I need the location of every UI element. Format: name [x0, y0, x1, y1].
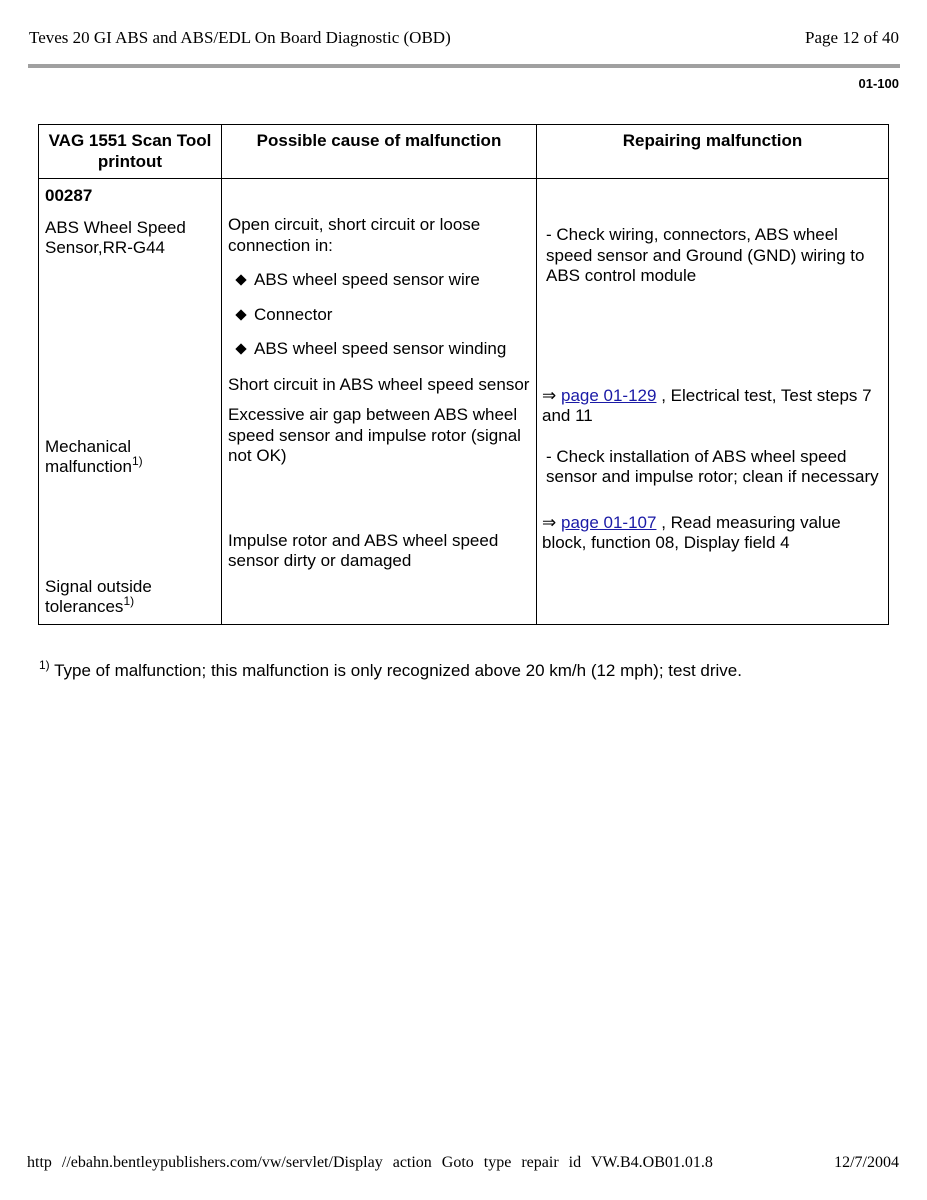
- repair-text: - Check installation of ABS wheel speed sensor and impulse rotor; clean if necessary: [546, 446, 879, 486]
- list-item: ABS wheel speed sensor winding: [228, 339, 530, 360]
- footer-url: http //ebahn.bentleypublishers.com/vw/servlet/Display action Goto type repair id VW.B4.OB01.01.8: [27, 1154, 713, 1171]
- section-number: 01-100: [858, 76, 899, 91]
- arrow-icon: ⇒: [542, 512, 557, 532]
- cause-cell: [222, 179, 537, 625]
- cause-text: Open circuit, short circuit or loose connection in:: [228, 215, 481, 255]
- repair-text: - Check wiring, connectors, ABS wheel speed sensor and Ground (GND) wiring to ABS control module: [546, 225, 865, 285]
- list-item: ABS wheel speed sensor wire: [228, 270, 530, 291]
- document-title: Teves 20 GI ABS and ABS/EDL On Board Diagnostic (OBD): [29, 28, 451, 47]
- footnote-marker: 1): [131, 454, 143, 468]
- footnote: $^{1)}$ Type of malfunction; this malfunction is only recognized above 20 km/h (12 mph); test drive.: [39, 658, 742, 680]
- column-header-printout: VAG 1551 Scan Tool printout: [39, 125, 222, 179]
- component-name: Mechanical malfunction$^{1)}$: [45, 436, 143, 476]
- page-link-01-129[interactable]: page 01-129: [560, 385, 657, 405]
- cause-text: Impulse rotor and ABS wheel speed sensor dirty or damaged: [228, 530, 499, 570]
- component-name: ABS Wheel Speed Sensor,RR-G44: [45, 217, 186, 257]
- fault-code: 00287: [45, 186, 93, 205]
- diamond-bullet-icon: [235, 309, 246, 320]
- table-header-row: [39, 125, 889, 179]
- repair-reference: ⇒ page 01-107 , Read measuring value block, function 08, Display field 4: [542, 512, 841, 552]
- repair-cell: [537, 179, 889, 625]
- diagnostic-table: [38, 124, 889, 625]
- page-number: Page 12 of 40: [805, 28, 899, 47]
- printout-cell: [39, 179, 222, 625]
- column-header-repair: Repairing malfunction: [537, 125, 889, 179]
- header-divider: [28, 64, 900, 68]
- cause-text: Short circuit in ABS wheel speed sensor: [228, 374, 530, 394]
- page-link-01-107[interactable]: page 01-107: [560, 512, 657, 532]
- column-header-cause: Possible cause of malfunction: [222, 125, 537, 179]
- arrow-icon: ⇒: [542, 385, 557, 405]
- list-item: Connector: [228, 305, 530, 326]
- footer-date: 12/7/2004: [834, 1154, 899, 1171]
- cause-bullet-list: [228, 270, 530, 360]
- footnote-marker: 1): [39, 658, 50, 672]
- footnote-marker: 1): [123, 594, 135, 608]
- diamond-bullet-icon: [235, 274, 246, 285]
- table-row: [39, 179, 889, 625]
- cause-text: Excessive air gap between ABS wheel speed sensor and impulse rotor (signal not OK): [228, 405, 521, 465]
- diamond-bullet-icon: [235, 343, 246, 354]
- component-name: Signal outside tolerances$^{1)}$: [45, 576, 152, 616]
- repair-reference: ⇒ page 01-129 , Electrical test, Test steps 7 and 11: [542, 385, 872, 425]
